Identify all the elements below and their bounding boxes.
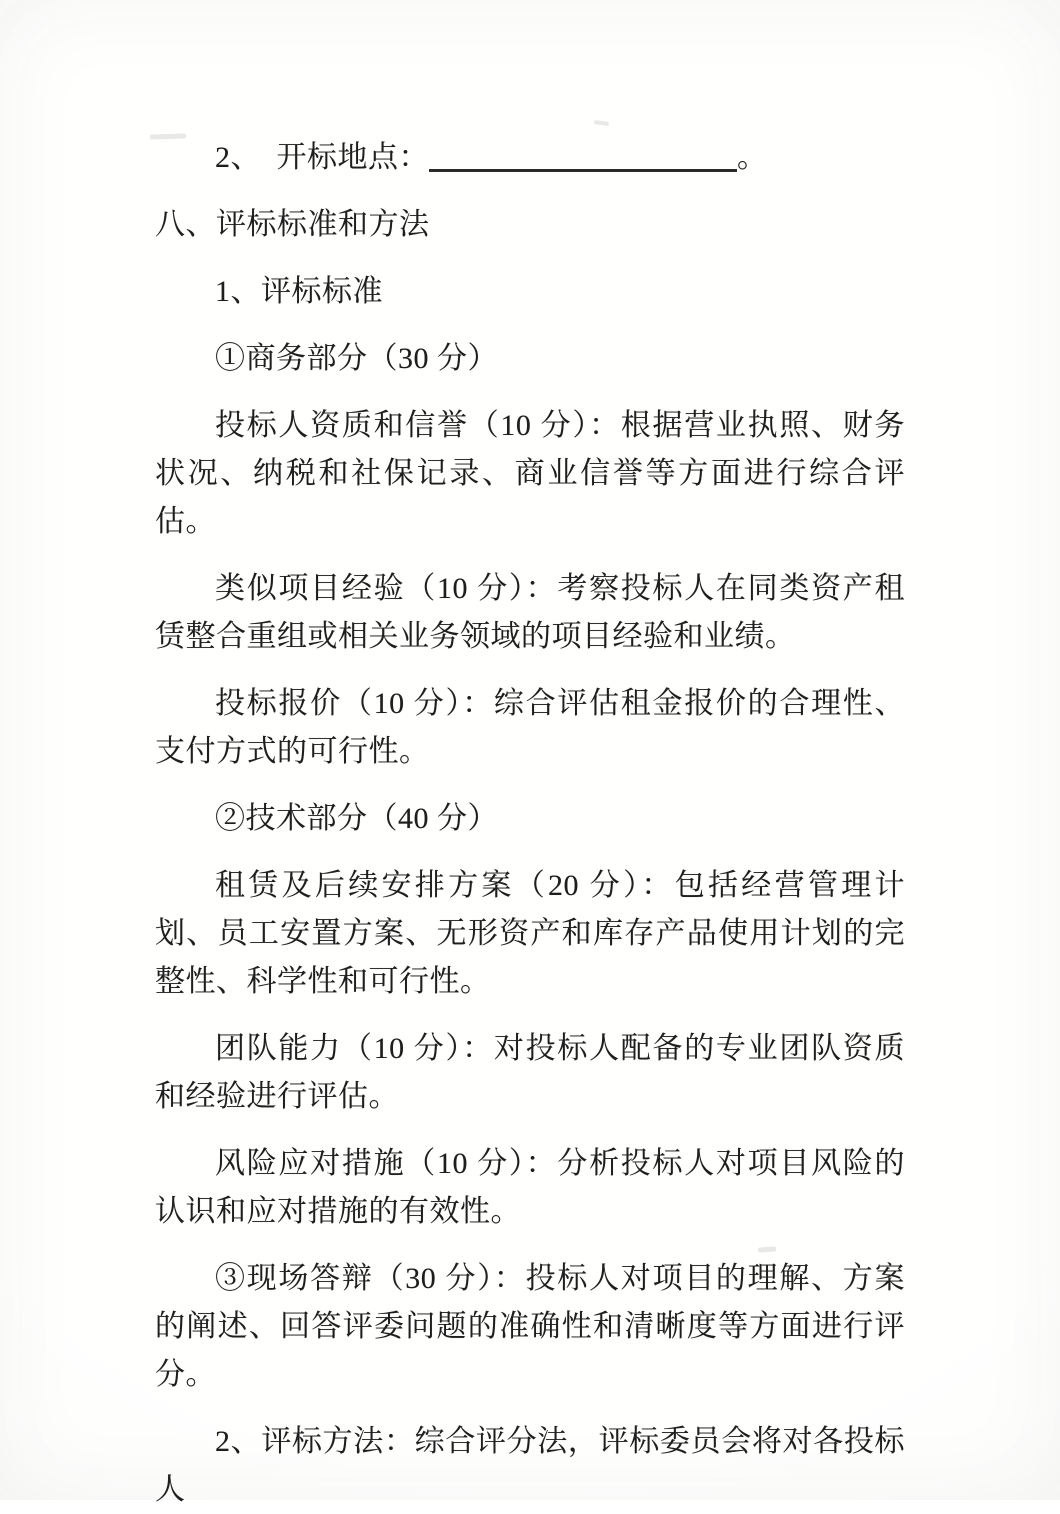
paragraph: 风险应对措施（10 分）：分析投标人对项目风险的认识和应对措施的有效性。 [155,1147,905,1228]
paragraph: 投标人资质和信誉（10 分）：根据营业执照、财务状况、纳税和社保记录、商业信誉等方面进行综合评估。 [155,409,905,538]
paragraph: 团队能力（10 分）：对投标人配备的专业团队资质和经验进行评估。 [155,1032,905,1113]
paragraph: ②技术部分（40 分） [215,802,498,835]
field-label: 2、 开标地点： [215,141,429,174]
paragraph: 租赁及后续安排方案（20 分）：包括经营管理计划、员工安置方案、无形资产和库存产品使用计划的完整性、科学性和可行性。 [155,869,905,998]
paragraph: 投标报价（10 分）：综合评估租金报价的合理性、支付方式的可行性。 [155,687,905,768]
blank-underline [429,139,737,172]
paragraph: ①商务部分（30 分） [215,342,498,375]
section-heading: 八、评标标准和方法 [155,208,430,241]
blank-field-line [155,134,905,182]
paragraph: 类似项目经验（10 分）：考察投标人在同类资产租赁整合重组或相关业务领域的项目经验和业绩。 [155,572,905,653]
field-suffix: 。 [737,141,768,174]
paragraph: 1、评标标准 [215,275,383,308]
paragraph: 2、评标方法：综合评分法，评标委员会将对各投标人 [155,1425,905,1506]
paragraph: ③现场答辩（30 分）：投标人对项目的理解、方案的阐述、回答评委问题的准确性和清晰度等方面进行评分。 [155,1262,905,1391]
